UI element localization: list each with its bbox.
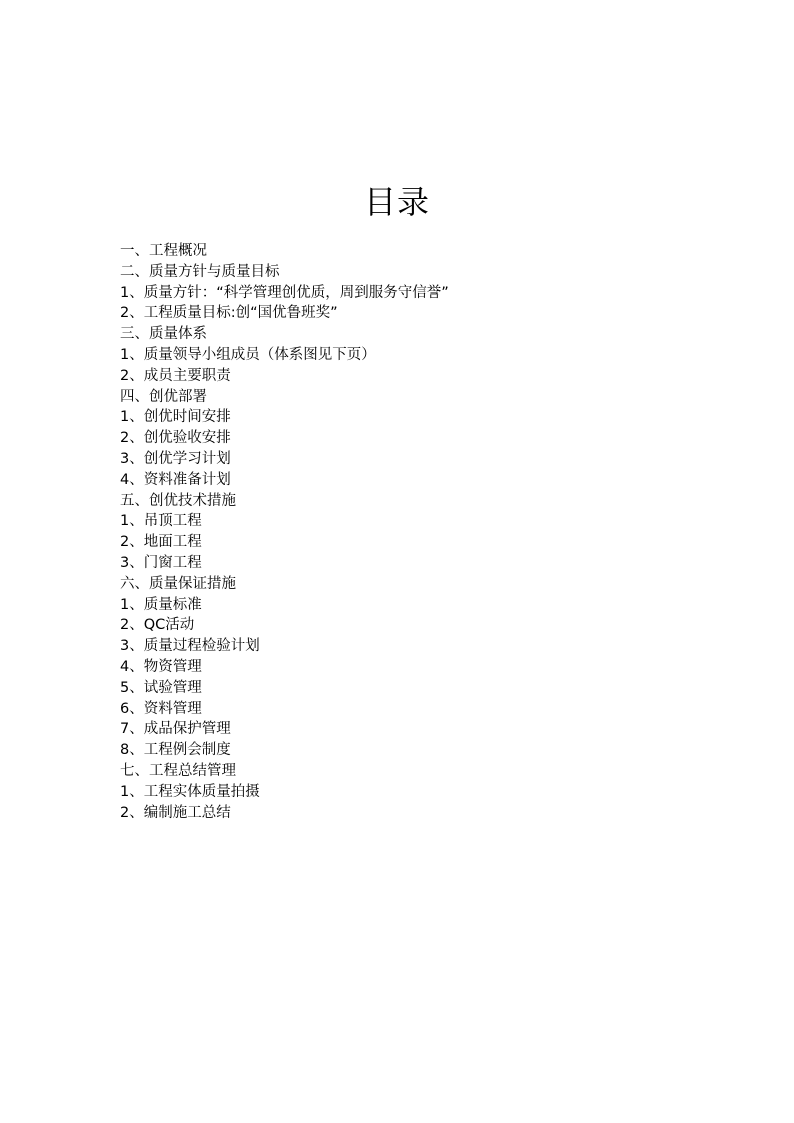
toc-entry: 2、成员主要职责 <box>120 367 231 384</box>
toc-entry: 七、工程总结管理 <box>120 762 236 779</box>
toc-entry: 三、质量体系 <box>120 326 207 343</box>
toc-entry: 3、门窗工程 <box>120 554 202 571</box>
toc-entry: 2、QC活动 <box>120 617 195 634</box>
toc-entry: 2、创优验收安排 <box>120 430 231 447</box>
toc-entry: 3、创优学习计划 <box>120 450 231 467</box>
toc-entry: 2、地面工程 <box>120 534 202 551</box>
toc-entry: 二、质量方针与质量目标 <box>120 263 280 280</box>
toc-entry: 2、工程质量目标:创“国优鲁班奖” <box>120 305 338 322</box>
toc-entry: 1、工程实体质量拍摄 <box>120 783 260 800</box>
toc-entry: 8、工程例会制度 <box>120 742 231 759</box>
toc-entry: 1、质量标准 <box>120 596 202 613</box>
toc-entry: 1、质量领导小组成员（体系图见下页） <box>120 346 376 363</box>
toc-entry: 5、试验管理 <box>120 679 202 696</box>
toc-entry: 1、吊顶工程 <box>120 513 202 530</box>
toc-entry: 4、资料准备计划 <box>120 471 231 488</box>
page-title: 目录 <box>363 183 430 221</box>
toc-entry: 2、编制施工总结 <box>120 804 231 821</box>
toc-entry: 五、创优技术措施 <box>120 492 236 509</box>
toc-entry: 六、质量保证措施 <box>120 575 236 592</box>
toc-entry: 一、工程概况 <box>120 243 207 259</box>
toc-entry: 7、成品保护管理 <box>120 721 231 738</box>
toc-entry: 1、质量方针：“科学管理创优质，周到服务守信誉” <box>120 284 449 301</box>
toc-entry: 6、资料管理 <box>120 700 202 717</box>
toc-entry: 3、质量过程检验计划 <box>120 638 260 655</box>
table-of-contents <box>120 241 449 823</box>
toc-entry: 1、创优时间安排 <box>120 409 231 426</box>
toc-entry: 四、创优部署 <box>120 388 207 405</box>
toc-entry: 4、物资管理 <box>120 658 202 675</box>
